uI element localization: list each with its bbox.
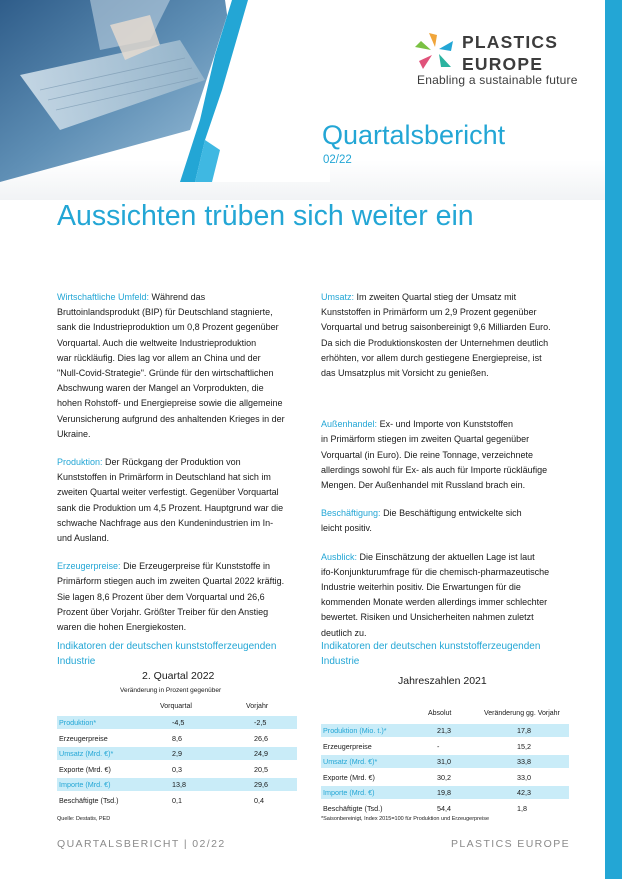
paragraph-line [321,478,569,493]
plastics-europe-logo [413,27,583,91]
row-value-2: 26,6 [254,733,268,743]
paragraph-text: das Umsatzplus mit Vorsicht zu genießen. [321,368,489,379]
row-label: Umsatz (Mrd. €)* [59,749,114,758]
paragraph-text: Bruttoinlandsprodukt (BIP) für Deutschland stagnierte, [57,307,273,318]
logo-icon [413,29,457,73]
table-row [57,732,297,745]
row-label: Erzeugerpreise [59,733,108,743]
paragraph-line [321,336,569,351]
paragraph-text: "Null-Covid-Strategie". Gründe für den wirtschaftlichen [57,368,274,379]
paragraph-line [57,305,305,320]
left-column-paragraph [57,559,305,635]
row-value-1: - [437,741,440,751]
report-title: Quartalsbericht [322,120,506,150]
paragraph-line [57,320,305,335]
row-value-2: 20,5 [254,764,268,774]
row-value-2: 15,2 [517,741,531,751]
row-value-1: -4,5 [172,718,185,727]
table-year-col1: Absolut [428,710,452,717]
paragraph-text: schwache Nachfrage aus den Kundenindustrien im In- [57,517,274,528]
paragraph-text: Die Einschätzung der aktuellen Lage ist laut [359,551,535,562]
indicator-title-right [321,639,571,669]
row-value-1: 31,0 [437,757,451,766]
right-column [321,290,569,654]
left-column-paragraph [57,290,305,442]
table-year-source: *Saisonbereinigt, Index 2015=100 für Produktion und Erzeugerpreise [321,816,490,822]
page-headline: Aussichten trüben sich weiter ein [57,200,474,232]
row-value-1: 19,8 [437,788,451,797]
paragraph-text: Der Rückgang der Produktion von [105,457,241,468]
row-value-1: 54,4 [437,803,451,813]
paragraph-lead: Ausblick: [321,551,358,562]
paragraph-text: Industrie weiterhin positiv. Die Erwartungen für die [321,582,521,593]
indicator-title-left-line1: Indikatoren der deutschen kunststofferzeugenden [57,641,277,652]
row-value-2: 33,8 [517,757,531,766]
paragraph-text: deutlich zu. [321,627,367,638]
paragraph-line [57,396,305,411]
right-column-paragraph [321,290,569,381]
table-row [57,747,297,760]
paragraph-line [57,290,305,305]
row-label: Erzeugerpreise [323,741,372,751]
right-column-paragraph [321,550,569,641]
table-row [321,802,569,815]
table-row [321,755,569,768]
table-year-title: Jahreszahlen 2021 [398,675,487,687]
paragraph-text: Ex- und Importe von Kunststoffen [379,419,513,430]
row-value-2: 33,0 [517,772,531,782]
paragraph-line [321,595,569,610]
paragraph-line [321,305,569,320]
paragraph-lead: Wirtschaftliche Umfeld: [57,292,150,302]
table-quarter [57,670,302,830]
table-quarter-subtitle: Veränderung in Prozent gegenüber [120,687,222,694]
paragraph-line [321,463,569,478]
footer-brand-label: PLASTICS EUROPE [451,838,571,850]
indicator-title-left-line2: Industrie [57,656,96,667]
paragraph-line [57,605,305,620]
right-column-paragraph [321,506,569,536]
paragraph-line [321,610,569,625]
paragraph-text: Mengen. Der Außenhandel mit Russland brach ein. [321,480,526,491]
paragraph-line [57,366,305,381]
table-row [57,716,297,729]
paragraph-text: sank die Industrieproduktion um 0,8 Prozent gegenüber [57,322,279,333]
paragraph-text: Im zweiten Quartal stieg der Umsatz mit [356,292,517,302]
paragraph-line [57,559,305,574]
paragraph-text: bewertet. Risiken und Unsicherheiten nahmen zuletzt [321,612,534,623]
edge-accent-strip [605,0,622,879]
row-value-1: 2,9 [172,749,182,758]
paragraph-line [321,290,569,305]
row-label: Exporte (Mrd. €) [323,772,375,782]
paragraph-text: Primärform stiegen auch im zweiten Quartal 2022 kräftig. [57,576,285,587]
paragraph-lead: Produktion: [57,457,103,468]
paragraph-lead: Erzeugerpreise: [57,561,121,572]
table-row [57,794,297,807]
row-value-1: 0,3 [172,764,182,774]
row-label: Importe (Mrd. €) [323,788,375,797]
logo-name-line2: EUROPE [462,54,544,74]
indicator-title-right-line1: Indikatoren der deutschen kunststofferzeugenden [321,641,541,652]
hero-image [0,0,330,182]
row-value-2: 1,8 [517,803,527,813]
paragraph-line [57,470,305,485]
paragraph-line [57,336,305,351]
row-label: Importe (Mrd. €) [59,780,111,789]
indicator-title-left [57,639,307,669]
right-column-paragraph [321,417,569,493]
table-year-col2: Veränderung gg. Vorjahr [484,710,560,717]
row-value-1: 0,1 [172,795,182,805]
paragraph-text: und Ausland. [57,533,110,544]
logo-tagline: Enabling a sustainable future [417,73,578,87]
paragraph-line [57,590,305,605]
paragraph-text: Vorquartal. Auch die weltweite Industrieproduktion [57,337,257,348]
row-value-1: 13,8 [172,780,186,789]
footer-report-label: QUARTALSBERICHT | 02/22 [57,838,226,850]
paragraph-text: Prozent über Vorjahr. Größter Treiber für den Anstieg [57,606,269,617]
row-value-2: 24,9 [254,749,268,758]
hero-graphic [0,0,330,182]
paragraph-text: Vorquartal und betrug saisonbereinigt 9,6 Milliarden Euro. [321,322,551,333]
paragraph-line [57,574,305,589]
row-value-2: 29,6 [254,780,268,789]
paragraph-line [321,565,569,580]
table-row [57,778,297,791]
row-value-1: 21,3 [437,726,451,735]
paragraph-line [321,417,569,432]
paragraph-text: waren die hohen Energiekosten. [57,622,187,633]
paragraph-line [57,516,305,531]
paragraph-text: Abschwung waren der Mangel an Vorprodukten, die [57,383,264,394]
paragraph-text: ifo-Konjunkturumfrage für die chemisch-pharmazeutische [321,566,550,577]
logo-name-line1: PLASTICS [462,32,559,52]
paragraph-line [57,381,305,396]
table-row [321,786,569,799]
paragraph-line [57,620,305,635]
paragraph-line [321,580,569,595]
paragraph-text: Die Erzeugerpreise für Kunststoffe in [123,561,270,572]
paragraph-lead: Außenhandel: [321,419,378,430]
paragraph-text: Verunsicherung aufgrund des anhaltenden Krieges in der [57,413,285,424]
table-year [321,670,571,830]
paragraph-text: Die Beschäftigung entwickelte sich [383,508,522,519]
paragraph-line [57,501,305,516]
paragraph-line [57,412,305,427]
row-label: Beschäftigte (Tsd.) [59,795,119,805]
row-label: Exporte (Mrd. €) [59,764,111,774]
paragraph-line [57,351,305,366]
paragraph-text: Kunststoffen in Primärform um 2,9 Prozent gegenüber [321,307,537,318]
row-label: Produktion (Mio. t.)* [323,726,387,735]
table-row [321,771,569,784]
row-value-1: 8,6 [172,733,182,743]
row-value-2: 42,3 [517,788,531,797]
table-row [321,724,569,737]
paragraph-line [321,366,569,381]
paragraph-text: hohen Rohstoff- und Energiepreise sowie die allgemeine [57,398,283,409]
table-quarter-title: 2. Quartal 2022 [142,670,215,682]
table-row [321,740,569,753]
paragraph-line [321,320,569,335]
left-column [57,290,305,648]
paragraph-text: kommenden Monate werden allerdings immer schlechter [321,597,548,608]
paragraph-text: Ukraine. [57,428,91,439]
paragraph-text: leicht positiv. [321,523,372,534]
row-value-1: 30,2 [437,772,451,782]
paragraph-text: Kunststoffen in Primärform in Deutschland hat sich im [57,472,271,483]
paragraph-line [57,427,305,442]
paragraph-line [57,455,305,470]
left-column-paragraph [57,455,305,546]
paragraph-line [321,506,569,521]
paragraph-text: Sie lagen 8,6 Prozent über dem Vorquartal und 26,6 [57,591,265,602]
paragraph-lead: Umsatz: [321,292,355,302]
paragraph-line [321,550,569,565]
paragraph-text: Da sich die Produktionskosten der Unternehmen deutlich [321,337,549,348]
table-quarter-source: Quelle: Destatis, PED [57,816,111,822]
indicator-title-right-line2: Industrie [321,656,360,667]
paragraph-line [57,531,305,546]
paragraph-text: Während das [151,292,206,302]
row-value-2: 17,8 [517,726,531,735]
table-quarter-col2: Vorjahr [246,703,269,710]
paragraph-text: erhöhten, vor allem durch gestiegene Energiepreise, ist [321,352,542,363]
table-row [57,763,297,776]
paragraph-line [321,448,569,463]
paragraph-text: zweiten Quartal weiter verfestigt. Gegenüber Vorquartal [57,487,279,498]
paragraph-text: sank die Produktion um 4,5 Prozent. Hauptgrund war die [57,502,284,513]
paragraph-line [321,432,569,447]
row-label: Produktion* [59,718,97,727]
report-issue: 02/22 [323,154,352,166]
paragraph-line [57,485,305,500]
paragraph-text: allerdings sowohl für Ex- als auch für Importe rückläufige [321,464,548,475]
paragraph-line [321,521,569,536]
table-quarter-col1: Vorquartal [160,703,192,710]
row-value-2: 0,4 [254,795,264,805]
row-label: Umsatz (Mrd. €)* [323,757,378,766]
paragraph-text: in Primärform stiegen im zweiten Quartal gegenüber [321,434,530,445]
paragraph-line [321,351,569,366]
row-value-2: -2,5 [254,718,267,727]
paragraph-lead: Beschäftigung: [321,508,381,519]
row-label: Beschäftigte (Tsd.) [323,803,383,813]
paragraph-text: war rückläufig. Dies lag vor allem an China und der [57,352,261,363]
paragraph-text: Vorquartal (in Euro). Die reine Tonnage, verzeichnete [321,449,533,460]
